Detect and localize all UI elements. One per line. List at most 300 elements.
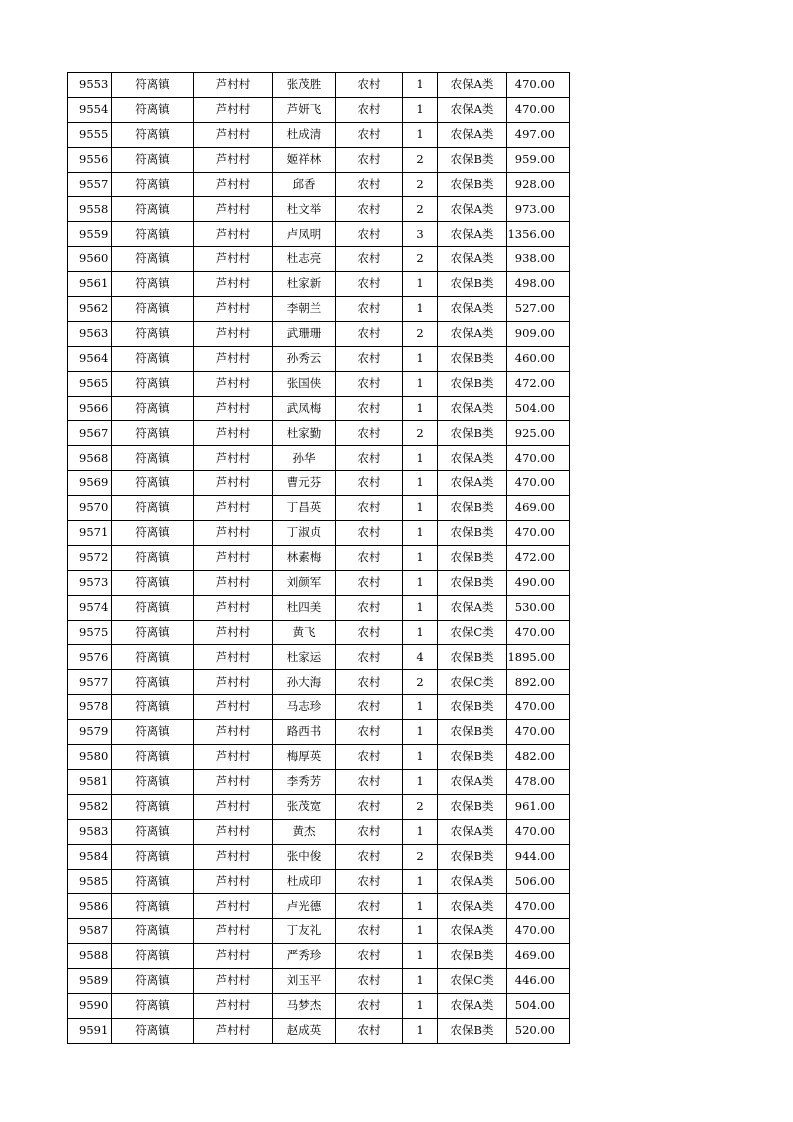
cell-name: 严秀珍 [273, 944, 336, 969]
cell-area-type: 农村 [336, 645, 403, 670]
cell-amount: 1895.00 [507, 645, 570, 670]
cell-name: 芦妍飞 [273, 97, 336, 122]
cell-id: 9566 [68, 396, 112, 421]
cell-id: 9586 [68, 894, 112, 919]
cell-id: 9572 [68, 545, 112, 570]
cell-area-type: 农村 [336, 745, 403, 770]
cell-village: 芦村村 [194, 272, 273, 297]
cell-town: 符离镇 [112, 421, 194, 446]
cell-amount: 482.00 [507, 745, 570, 770]
table-row [68, 73, 570, 98]
cell-town: 符离镇 [112, 371, 194, 396]
cell-village: 芦村村 [194, 97, 273, 122]
cell-amount: 892.00 [507, 670, 570, 695]
cell-village: 芦村村 [194, 869, 273, 894]
cell-village: 芦村村 [194, 471, 273, 496]
table-row [68, 172, 570, 197]
cell-area-type: 农村 [336, 969, 403, 994]
table-row [68, 620, 570, 645]
cell-category: 农保A类 [438, 919, 507, 944]
table-row [68, 521, 570, 546]
cell-household-count: 1 [403, 769, 438, 794]
cell-category: 农保A类 [438, 247, 507, 272]
cell-name: 张中俊 [273, 844, 336, 869]
cell-town: 符离镇 [112, 869, 194, 894]
cell-town: 符离镇 [112, 919, 194, 944]
cell-id: 9590 [68, 993, 112, 1018]
cell-amount: 925.00 [507, 421, 570, 446]
cell-area-type: 农村 [336, 346, 403, 371]
cell-area-type: 农村 [336, 172, 403, 197]
cell-amount: 446.00 [507, 969, 570, 994]
cell-household-count: 1 [403, 371, 438, 396]
cell-household-count: 1 [403, 745, 438, 770]
cell-village: 芦村村 [194, 620, 273, 645]
table-body [68, 73, 570, 1044]
cell-name: 杜家运 [273, 645, 336, 670]
cell-town: 符离镇 [112, 944, 194, 969]
cell-village: 芦村村 [194, 1018, 273, 1043]
cell-town: 符离镇 [112, 222, 194, 247]
cell-name: 路西书 [273, 720, 336, 745]
cell-name: 卢光德 [273, 894, 336, 919]
cell-town: 符离镇 [112, 471, 194, 496]
cell-area-type: 农村 [336, 272, 403, 297]
table-row [68, 122, 570, 147]
table-row [68, 147, 570, 172]
cell-id: 9591 [68, 1018, 112, 1043]
cell-town: 符离镇 [112, 570, 194, 595]
cell-category: 农保A类 [438, 396, 507, 421]
table-row [68, 97, 570, 122]
cell-town: 符离镇 [112, 620, 194, 645]
cell-category: 农保B类 [438, 545, 507, 570]
cell-area-type: 农村 [336, 321, 403, 346]
cell-area-type: 农村 [336, 247, 403, 272]
cell-name: 张茂胜 [273, 73, 336, 98]
cell-town: 符离镇 [112, 1018, 194, 1043]
cell-category: 农保B类 [438, 421, 507, 446]
cell-id: 9568 [68, 446, 112, 471]
cell-area-type: 农村 [336, 446, 403, 471]
cell-amount: 504.00 [507, 396, 570, 421]
cell-area-type: 农村 [336, 371, 403, 396]
cell-amount: 470.00 [507, 894, 570, 919]
cell-town: 符离镇 [112, 346, 194, 371]
cell-category: 农保B类 [438, 745, 507, 770]
cell-area-type: 农村 [336, 869, 403, 894]
cell-household-count: 1 [403, 521, 438, 546]
cell-area-type: 农村 [336, 421, 403, 446]
table-row [68, 819, 570, 844]
cell-area-type: 农村 [336, 595, 403, 620]
cell-category: 农保A类 [438, 894, 507, 919]
cell-village: 芦村村 [194, 794, 273, 819]
cell-name: 邱香 [273, 172, 336, 197]
cell-id: 9564 [68, 346, 112, 371]
table-row [68, 371, 570, 396]
cell-household-count: 2 [403, 321, 438, 346]
cell-name: 卢凤明 [273, 222, 336, 247]
cell-name: 杜家勤 [273, 421, 336, 446]
cell-village: 芦村村 [194, 545, 273, 570]
cell-id: 9581 [68, 769, 112, 794]
cell-category: 农保A类 [438, 446, 507, 471]
cell-town: 符离镇 [112, 595, 194, 620]
cell-category: 农保B类 [438, 720, 507, 745]
table-row [68, 993, 570, 1018]
cell-id: 9574 [68, 595, 112, 620]
cell-name: 姬祥林 [273, 147, 336, 172]
cell-town: 符离镇 [112, 97, 194, 122]
cell-area-type: 农村 [336, 695, 403, 720]
cell-town: 符离镇 [112, 297, 194, 322]
cell-area-type: 农村 [336, 197, 403, 222]
cell-village: 芦村村 [194, 496, 273, 521]
cell-area-type: 农村 [336, 471, 403, 496]
cell-id: 9575 [68, 620, 112, 645]
cell-town: 符离镇 [112, 670, 194, 695]
cell-category: 农保B类 [438, 570, 507, 595]
cell-id: 9559 [68, 222, 112, 247]
table-row [68, 346, 570, 371]
cell-id: 9577 [68, 670, 112, 695]
cell-area-type: 农村 [336, 122, 403, 147]
cell-area-type: 农村 [336, 97, 403, 122]
cell-category: 农保A类 [438, 321, 507, 346]
cell-town: 符离镇 [112, 446, 194, 471]
cell-category: 农保A类 [438, 869, 507, 894]
cell-category: 农保A类 [438, 222, 507, 247]
cell-name: 黄杰 [273, 819, 336, 844]
cell-name: 李朝兰 [273, 297, 336, 322]
cell-name: 马梦杰 [273, 993, 336, 1018]
cell-household-count: 1 [403, 396, 438, 421]
cell-category: 农保A类 [438, 97, 507, 122]
cell-household-count: 2 [403, 197, 438, 222]
cell-village: 芦村村 [194, 969, 273, 994]
cell-category: 农保B类 [438, 521, 507, 546]
cell-id: 9585 [68, 869, 112, 894]
table-row [68, 720, 570, 745]
cell-amount: 928.00 [507, 172, 570, 197]
cell-amount: 506.00 [507, 869, 570, 894]
cell-name: 梅厚英 [273, 745, 336, 770]
cell-name: 丁淑贞 [273, 521, 336, 546]
table-row [68, 446, 570, 471]
cell-amount: 472.00 [507, 371, 570, 396]
cell-name: 孙华 [273, 446, 336, 471]
cell-village: 芦村村 [194, 521, 273, 546]
cell-amount: 490.00 [507, 570, 570, 595]
cell-amount: 498.00 [507, 272, 570, 297]
table-row [68, 869, 570, 894]
table-row [68, 297, 570, 322]
cell-village: 芦村村 [194, 819, 273, 844]
cell-household-count: 2 [403, 147, 438, 172]
cell-name: 丁友礼 [273, 919, 336, 944]
cell-household-count: 1 [403, 496, 438, 521]
cell-id: 9576 [68, 645, 112, 670]
cell-name: 李秀芳 [273, 769, 336, 794]
cell-household-count: 2 [403, 172, 438, 197]
cell-area-type: 农村 [336, 73, 403, 98]
cell-village: 芦村村 [194, 894, 273, 919]
cell-area-type: 农村 [336, 769, 403, 794]
cell-amount: 470.00 [507, 73, 570, 98]
cell-area-type: 农村 [336, 297, 403, 322]
table-row [68, 969, 570, 994]
cell-category: 农保B类 [438, 695, 507, 720]
cell-village: 芦村村 [194, 670, 273, 695]
cell-amount: 472.00 [507, 545, 570, 570]
cell-id: 9578 [68, 695, 112, 720]
cell-village: 芦村村 [194, 147, 273, 172]
cell-amount: 973.00 [507, 197, 570, 222]
cell-name: 杜成清 [273, 122, 336, 147]
cell-village: 芦村村 [194, 396, 273, 421]
table-row [68, 222, 570, 247]
cell-area-type: 农村 [336, 521, 403, 546]
cell-town: 符离镇 [112, 745, 194, 770]
cell-village: 芦村村 [194, 570, 273, 595]
cell-town: 符离镇 [112, 496, 194, 521]
cell-amount: 478.00 [507, 769, 570, 794]
cell-amount: 469.00 [507, 496, 570, 521]
table-row [68, 570, 570, 595]
cell-village: 芦村村 [194, 172, 273, 197]
cell-amount: 470.00 [507, 919, 570, 944]
table-row [68, 844, 570, 869]
cell-town: 符离镇 [112, 720, 194, 745]
cell-household-count: 1 [403, 97, 438, 122]
cell-name: 黄飞 [273, 620, 336, 645]
table-row [68, 919, 570, 944]
cell-name: 杜志亮 [273, 247, 336, 272]
cell-area-type: 农村 [336, 147, 403, 172]
cell-category: 农保A类 [438, 297, 507, 322]
cell-category: 农保B类 [438, 496, 507, 521]
cell-amount: 470.00 [507, 720, 570, 745]
cell-town: 符离镇 [112, 844, 194, 869]
cell-name: 曹元芬 [273, 471, 336, 496]
cell-id: 9560 [68, 247, 112, 272]
table-row [68, 670, 570, 695]
cell-name: 杜四美 [273, 595, 336, 620]
table-row [68, 396, 570, 421]
cell-town: 符离镇 [112, 969, 194, 994]
cell-household-count: 1 [403, 570, 438, 595]
cell-village: 芦村村 [194, 645, 273, 670]
cell-household-count: 1 [403, 595, 438, 620]
cell-village: 芦村村 [194, 919, 273, 944]
cell-area-type: 农村 [336, 396, 403, 421]
cell-id: 9554 [68, 97, 112, 122]
cell-id: 9582 [68, 794, 112, 819]
cell-id: 9570 [68, 496, 112, 521]
cell-id: 9565 [68, 371, 112, 396]
cell-household-count: 1 [403, 919, 438, 944]
cell-household-count: 1 [403, 969, 438, 994]
cell-town: 符离镇 [112, 794, 194, 819]
cell-name: 孙秀云 [273, 346, 336, 371]
cell-name: 杜文举 [273, 197, 336, 222]
cell-amount: 1356.00 [507, 222, 570, 247]
cell-category: 农保B类 [438, 272, 507, 297]
cell-category: 农保B类 [438, 147, 507, 172]
table-row [68, 1018, 570, 1043]
cell-id: 9557 [68, 172, 112, 197]
cell-category: 农保A类 [438, 471, 507, 496]
cell-area-type: 农村 [336, 620, 403, 645]
cell-household-count: 1 [403, 545, 438, 570]
cell-name: 马志珍 [273, 695, 336, 720]
cell-amount: 460.00 [507, 346, 570, 371]
cell-area-type: 农村 [336, 545, 403, 570]
cell-household-count: 1 [403, 272, 438, 297]
cell-amount: 938.00 [507, 247, 570, 272]
cell-household-count: 4 [403, 645, 438, 670]
cell-amount: 470.00 [507, 695, 570, 720]
cell-id: 9584 [68, 844, 112, 869]
cell-village: 芦村村 [194, 695, 273, 720]
cell-town: 符离镇 [112, 645, 194, 670]
cell-area-type: 农村 [336, 222, 403, 247]
cell-amount: 959.00 [507, 147, 570, 172]
cell-name: 林素梅 [273, 545, 336, 570]
cell-town: 符离镇 [112, 172, 194, 197]
cell-id: 9563 [68, 321, 112, 346]
cell-amount: 530.00 [507, 595, 570, 620]
cell-household-count: 2 [403, 421, 438, 446]
cell-town: 符离镇 [112, 122, 194, 147]
cell-household-count: 2 [403, 247, 438, 272]
cell-town: 符离镇 [112, 272, 194, 297]
cell-name: 孙大海 [273, 670, 336, 695]
cell-town: 符离镇 [112, 894, 194, 919]
cell-area-type: 农村 [336, 844, 403, 869]
cell-area-type: 农村 [336, 794, 403, 819]
cell-category: 农保A类 [438, 595, 507, 620]
cell-village: 芦村村 [194, 720, 273, 745]
cell-village: 芦村村 [194, 446, 273, 471]
cell-category: 农保B类 [438, 1018, 507, 1043]
cell-household-count: 1 [403, 819, 438, 844]
table-row [68, 247, 570, 272]
cell-village: 芦村村 [194, 745, 273, 770]
cell-town: 符离镇 [112, 545, 194, 570]
cell-town: 符离镇 [112, 396, 194, 421]
cell-town: 符离镇 [112, 695, 194, 720]
cell-village: 芦村村 [194, 321, 273, 346]
cell-category: 农保B类 [438, 346, 507, 371]
cell-id: 9583 [68, 819, 112, 844]
cell-name: 张国侠 [273, 371, 336, 396]
cell-household-count: 1 [403, 446, 438, 471]
cell-id: 9562 [68, 297, 112, 322]
cell-town: 符离镇 [112, 993, 194, 1018]
cell-amount: 504.00 [507, 993, 570, 1018]
cell-area-type: 农村 [336, 894, 403, 919]
cell-town: 符离镇 [112, 769, 194, 794]
cell-id: 9567 [68, 421, 112, 446]
cell-town: 符离镇 [112, 247, 194, 272]
cell-household-count: 1 [403, 122, 438, 147]
table-row [68, 645, 570, 670]
cell-category: 农保A类 [438, 122, 507, 147]
cell-household-count: 1 [403, 471, 438, 496]
cell-village: 芦村村 [194, 122, 273, 147]
cell-town: 符离镇 [112, 73, 194, 98]
table-row [68, 421, 570, 446]
cell-name: 杜成印 [273, 869, 336, 894]
cell-name: 杜家新 [273, 272, 336, 297]
cell-id: 9573 [68, 570, 112, 595]
cell-category: 农保A类 [438, 197, 507, 222]
cell-village: 芦村村 [194, 73, 273, 98]
cell-name: 张茂宽 [273, 794, 336, 819]
table-row [68, 471, 570, 496]
cell-household-count: 1 [403, 944, 438, 969]
cell-household-count: 1 [403, 695, 438, 720]
cell-id: 9555 [68, 122, 112, 147]
cell-household-count: 1 [403, 720, 438, 745]
table-row [68, 794, 570, 819]
cell-category: 农保C类 [438, 969, 507, 994]
cell-area-type: 农村 [336, 944, 403, 969]
cell-id: 9553 [68, 73, 112, 98]
cell-id: 9558 [68, 197, 112, 222]
cell-village: 芦村村 [194, 297, 273, 322]
cell-category: 农保B类 [438, 844, 507, 869]
cell-town: 符离镇 [112, 147, 194, 172]
cell-id: 9579 [68, 720, 112, 745]
cell-household-count: 1 [403, 73, 438, 98]
cell-amount: 470.00 [507, 97, 570, 122]
cell-amount: 470.00 [507, 620, 570, 645]
table-row [68, 272, 570, 297]
cell-name: 刘玉平 [273, 969, 336, 994]
table-row [68, 197, 570, 222]
cell-category: 农保B类 [438, 794, 507, 819]
cell-amount: 470.00 [507, 521, 570, 546]
table-row [68, 545, 570, 570]
cell-category: 农保B类 [438, 645, 507, 670]
cell-category: 农保C类 [438, 620, 507, 645]
cell-id: 9587 [68, 919, 112, 944]
cell-household-count: 1 [403, 894, 438, 919]
cell-household-count: 3 [403, 222, 438, 247]
cell-id: 9588 [68, 944, 112, 969]
cell-name: 刘颜军 [273, 570, 336, 595]
cell-town: 符离镇 [112, 197, 194, 222]
table-row [68, 769, 570, 794]
cell-town: 符离镇 [112, 321, 194, 346]
cell-id: 9580 [68, 745, 112, 770]
cell-category: 农保A类 [438, 993, 507, 1018]
benefit-table [67, 72, 570, 1044]
cell-id: 9561 [68, 272, 112, 297]
cell-village: 芦村村 [194, 247, 273, 272]
cell-id: 9589 [68, 969, 112, 994]
cell-name: 丁昌英 [273, 496, 336, 521]
cell-household-count: 1 [403, 869, 438, 894]
cell-amount: 944.00 [507, 844, 570, 869]
cell-household-count: 1 [403, 346, 438, 371]
cell-amount: 470.00 [507, 446, 570, 471]
table-row [68, 595, 570, 620]
cell-amount: 470.00 [507, 471, 570, 496]
